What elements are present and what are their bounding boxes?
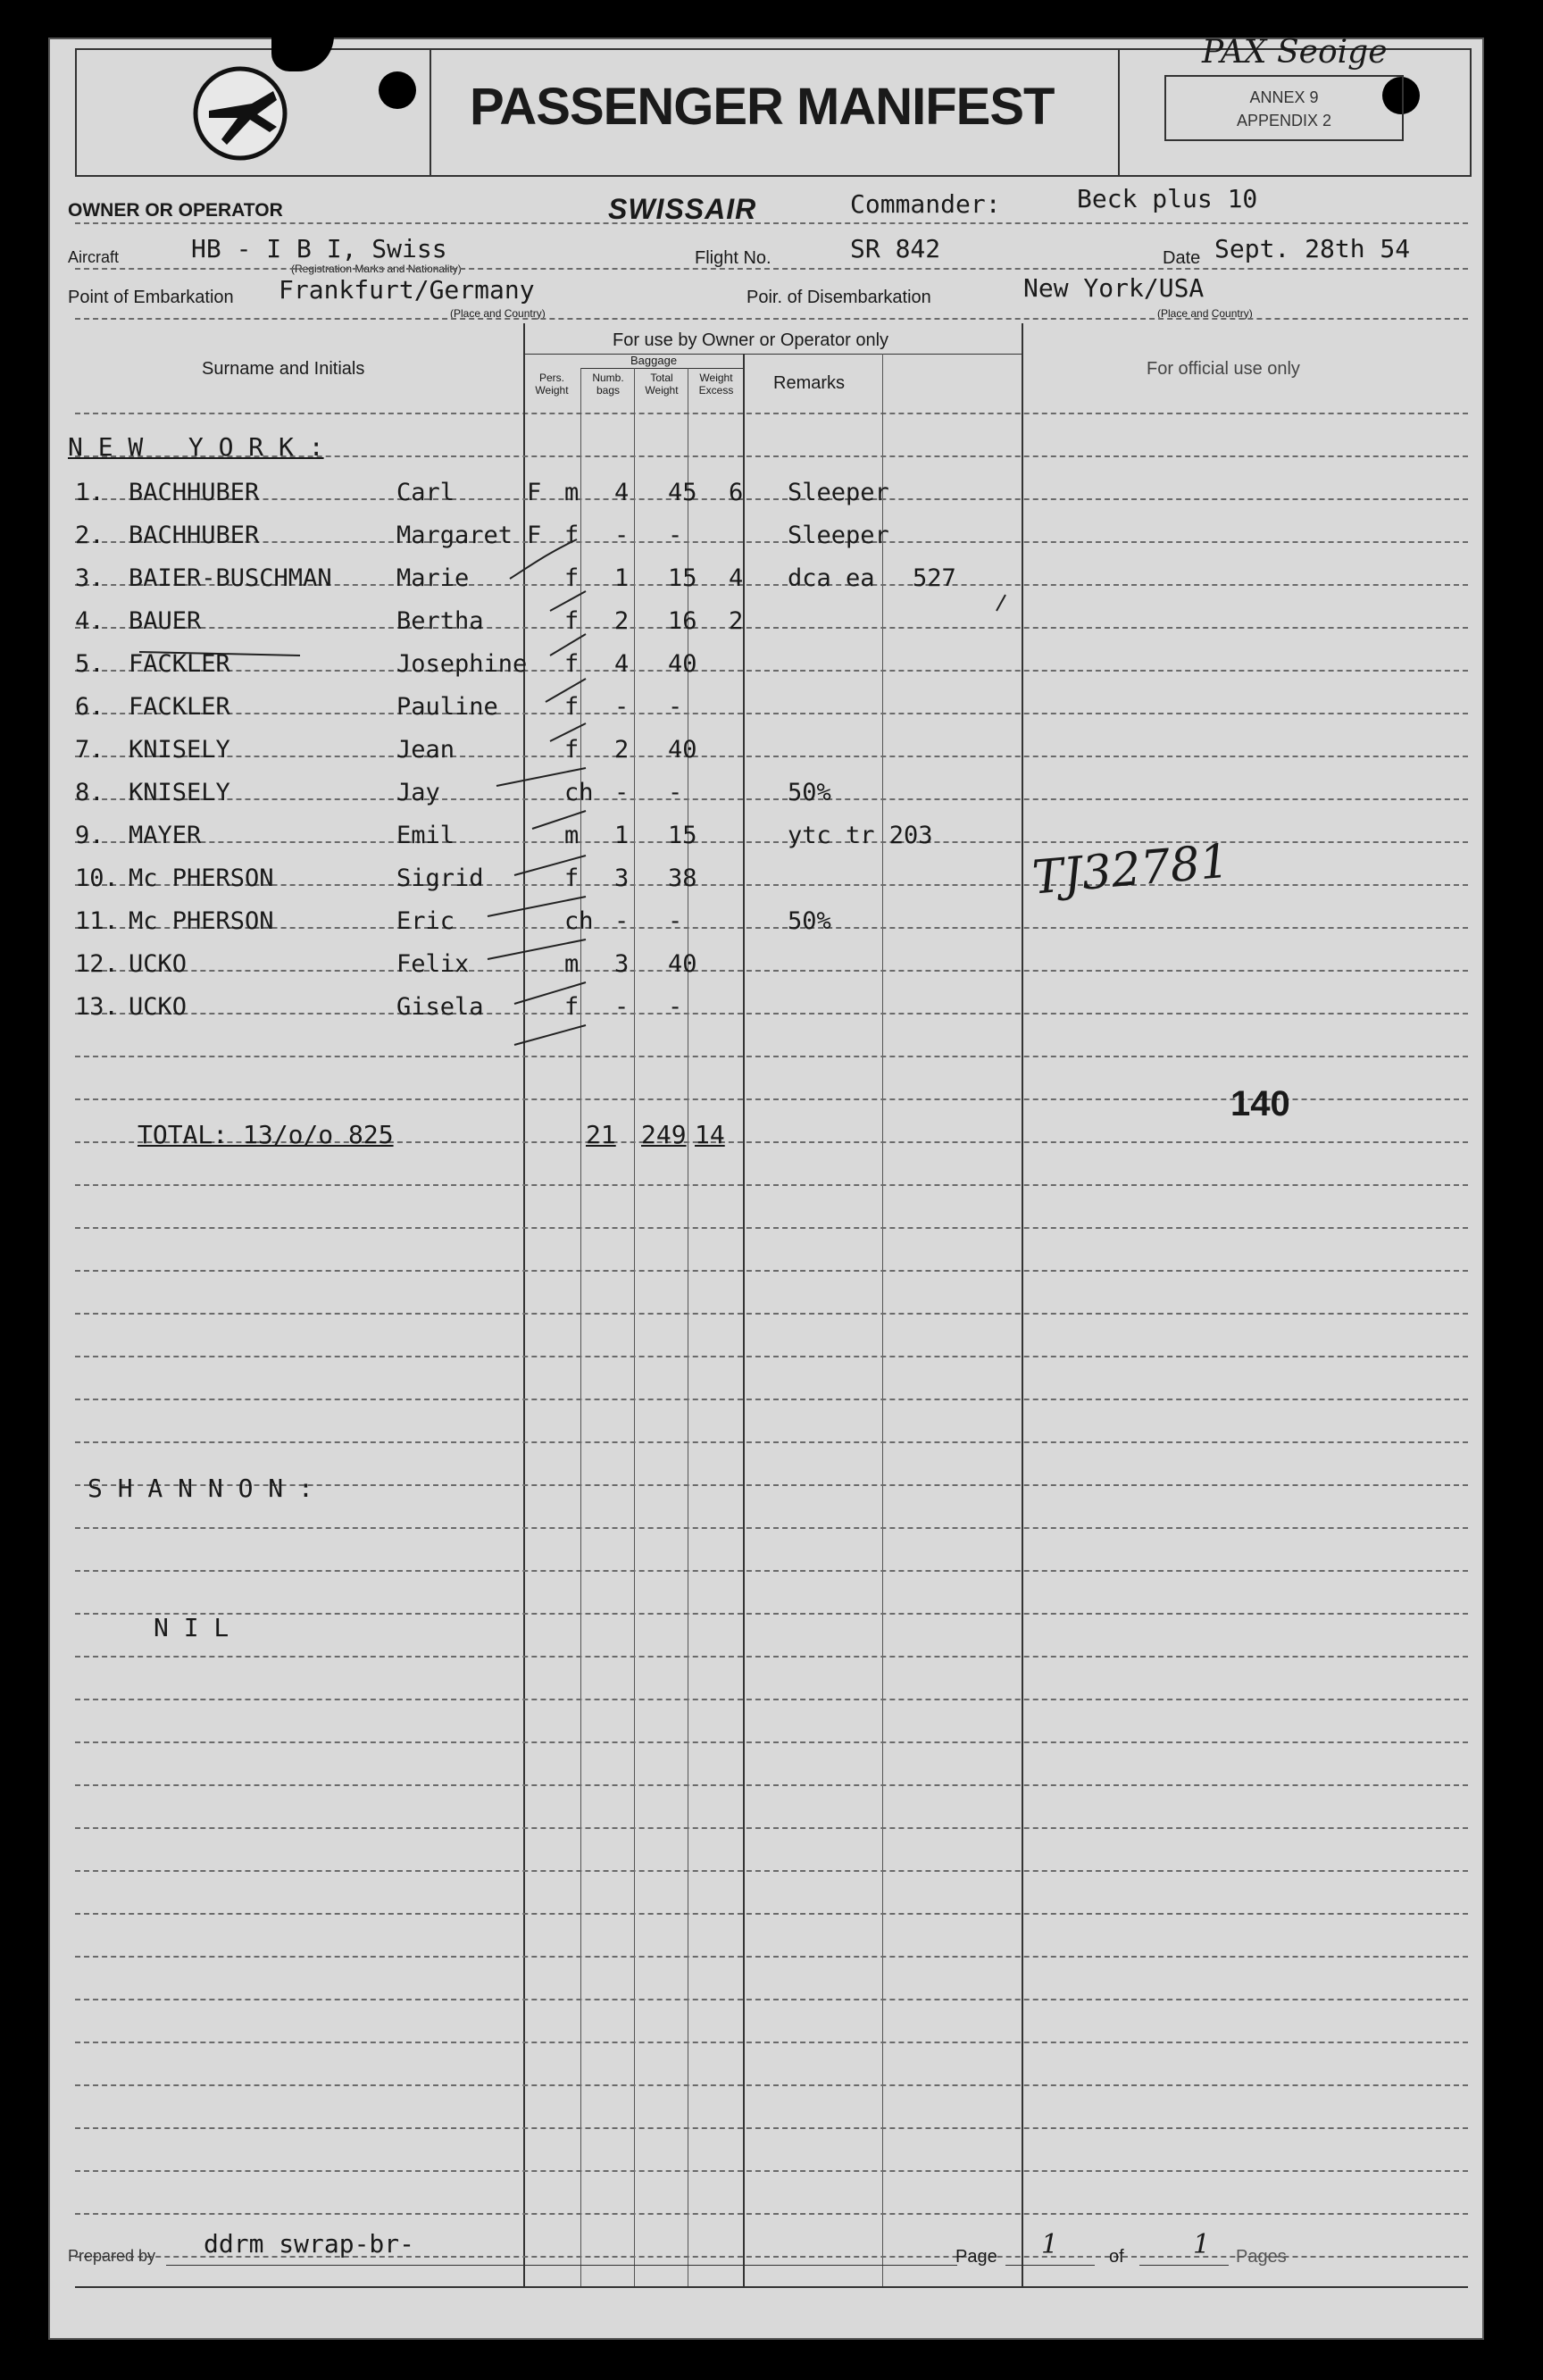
commander-value: Beck plus 10 [1077, 184, 1258, 213]
official-total: 140 [1230, 1084, 1290, 1123]
official-use-header: For official use only [1147, 359, 1300, 379]
rule-line [75, 1527, 1468, 1529]
row-number: 7. [75, 736, 104, 764]
passenger-firstname: Pauline [396, 693, 498, 721]
aircraft-value: HB - I B I, Swiss [191, 234, 447, 263]
rule-line [75, 1956, 1468, 1958]
passenger-firstname: Gisela [396, 993, 484, 1021]
passenger-bags: 4 [614, 650, 630, 678]
flight-label: Flight No. [695, 248, 772, 268]
num-bags-header: Numb. bags [592, 372, 624, 397]
page-number: 1 [1041, 2229, 1059, 2260]
disembark-sublabel: (Place and Country) [1157, 307, 1253, 320]
passenger-extra: 527 [913, 564, 956, 592]
rule-line [75, 1784, 1468, 1786]
section-shannon: S H A N N O N : [88, 1474, 313, 1503]
passenger-weight: 45 [668, 479, 697, 506]
annex-label: ANNEX 9 [1249, 88, 1319, 106]
owner-label: OWNER OR OPERATOR [68, 200, 283, 221]
prepared-label: Prepared by [68, 2247, 156, 2265]
rule-line [75, 1313, 1468, 1315]
passenger-firstname: Margaret [396, 522, 513, 549]
disembark-value: New York/USA [1023, 273, 1205, 303]
passenger-bags: 1 [614, 822, 630, 849]
passenger-surname: KNISELY [129, 779, 230, 806]
total-weight: 249 [641, 1120, 687, 1149]
row-number: 11. [75, 907, 119, 935]
passenger-bags: - [614, 993, 630, 1021]
row-number: 13. [75, 993, 119, 1021]
passenger-weight: - [668, 522, 683, 549]
passenger-remarks: ytc tr 203 [788, 822, 933, 849]
row-number: 12. [75, 950, 119, 978]
passenger-bags: - [614, 779, 630, 806]
passenger-firstname: Carl [396, 479, 455, 506]
passenger-firstname: Eric [396, 907, 455, 935]
aircraft-sublabel: (Registration Marks and Nationality) [291, 263, 462, 275]
rule-line [75, 2042, 1468, 2043]
passenger-sex: f [564, 993, 580, 1021]
rule-line [75, 1270, 1468, 1272]
rule-line [75, 2213, 1468, 2215]
passenger-surname: BAIER-BUSCHMAN [129, 564, 332, 592]
row-number: 9. [75, 822, 104, 849]
row-number: 8. [75, 779, 104, 806]
official-note: TJ32781 [1030, 834, 1232, 906]
rule-line [75, 1613, 1468, 1615]
passenger-bags: - [614, 522, 630, 549]
passenger-weight: 16 [668, 607, 697, 635]
row-number: 4. [75, 607, 104, 635]
passenger-surname: FACKLER [129, 650, 230, 678]
aircraft-label: Aircraft [68, 248, 120, 266]
passenger-sex: f [564, 650, 580, 678]
passenger-surname: BAUER [129, 607, 202, 635]
rule-line [75, 1399, 1468, 1400]
passenger-firstname: Josephine [396, 650, 528, 678]
section-new-york: N E W Y O R K : [68, 432, 324, 462]
passenger-sex: m [564, 479, 580, 506]
passenger-firstname: Marie [396, 564, 470, 592]
weight-excess-header: Weight Excess [698, 372, 734, 397]
passenger-surname: MAYER [129, 822, 202, 849]
passenger-sex: ch [564, 907, 594, 935]
row-number: 5. [75, 650, 104, 678]
passenger-excess: 2 [729, 607, 744, 635]
passenger-sex: f [564, 607, 580, 635]
passenger-weight: - [668, 993, 683, 1021]
embark-label: Point of Embarkation [68, 288, 234, 307]
of-label: of [1109, 2247, 1124, 2267]
passenger-sex: f [564, 693, 580, 721]
manifest-sheet [48, 34, 1484, 2340]
passenger-firstname: Emil [396, 822, 455, 849]
prepared-value: ddrm swrap-br- [204, 2229, 415, 2259]
passenger-sex: m [564, 822, 580, 849]
passenger-surname: UCKO [129, 950, 188, 978]
rule-line [75, 1913, 1468, 1915]
passenger-sex: f [564, 864, 580, 892]
embark-value: Frankfurt/Germany [279, 275, 535, 305]
total-excess: 14 [695, 1120, 725, 1149]
row-number: 3. [75, 564, 104, 592]
date-label: Date [1163, 248, 1201, 268]
passenger-firstname: Jean [396, 736, 455, 764]
passenger-weight: - [668, 907, 683, 935]
passenger-remarks: dca ea [788, 564, 875, 592]
page-label: Page [955, 2247, 997, 2267]
passenger-sex: f [564, 522, 580, 549]
embark-sublabel: (Place and Country) [450, 307, 546, 320]
passenger-excess: 6 [729, 479, 744, 506]
passenger-weight: 15 [668, 822, 697, 849]
passenger-remarks: Sleeper [788, 522, 889, 549]
rule-line [75, 1827, 1468, 1829]
passenger-bags: 4 [614, 479, 630, 506]
passenger-surname: FACKLER [129, 693, 230, 721]
rule-line [75, 1699, 1468, 1700]
passenger-bags: 3 [614, 950, 630, 978]
baggage-header: Baggage [630, 354, 678, 367]
rule-line [75, 1999, 1468, 2000]
page-title: PASSENGER MANIFEST [470, 78, 1055, 136]
rule-line [75, 1184, 1468, 1186]
passenger-weight: - [668, 693, 683, 721]
appendix-label: APPENDIX 2 [1236, 112, 1332, 129]
passenger-surname: KNISELY [129, 736, 230, 764]
rule-line [75, 1441, 1468, 1443]
passenger-surname: Mc PHERSON [129, 907, 274, 935]
passenger-bags: - [614, 907, 630, 935]
passenger-sex: f [564, 564, 580, 592]
check-marks [50, 39, 1482, 1111]
owner-use-header: For use by Owner or Operator only [613, 330, 889, 350]
rule-line [75, 2084, 1468, 2086]
passenger-firstname: Jay [396, 779, 440, 806]
handwritten-note: PAX Seoige [1202, 34, 1388, 71]
passenger-bags: 2 [614, 736, 630, 764]
passenger-remarks: 50% [788, 779, 831, 806]
passenger-remarks: 50% [788, 907, 831, 935]
total-bags: 21 [586, 1120, 616, 1149]
passenger-surname: BACHHUBER [129, 522, 260, 549]
rule-line [75, 1356, 1468, 1357]
total-weight-header: Total Weight [645, 372, 679, 397]
passenger-bags: - [614, 693, 630, 721]
passenger-bags: 2 [614, 607, 630, 635]
row-number: 10. [75, 864, 119, 892]
remarks-header: Remarks [773, 373, 846, 393]
flight-value: SR 842 [850, 234, 941, 263]
passenger-initial: F [527, 522, 542, 549]
pages-label: Pages [1236, 2247, 1287, 2267]
passenger-firstname: Bertha [396, 607, 484, 635]
passenger-bags: 3 [614, 864, 630, 892]
passenger-remarks: Sleeper [788, 479, 889, 506]
page-count: 1 [1193, 2229, 1211, 2260]
passenger-firstname: Felix [396, 950, 470, 978]
passenger-surname: UCKO [129, 993, 188, 1021]
row-number: 6. [75, 693, 104, 721]
surname-header: Surname and Initials [202, 359, 365, 379]
rule-line [75, 2127, 1468, 2129]
shannon-value: N I L [154, 1613, 229, 1642]
rule-line [75, 1570, 1468, 1572]
operator-name: SWISSAIR [608, 193, 757, 225]
passenger-surname: Mc PHERSON [129, 864, 274, 892]
passenger-bags: 1 [614, 564, 630, 592]
passenger-weight: 38 [668, 864, 697, 892]
passenger-firstname: Sigrid [396, 864, 484, 892]
passenger-sex: ch [564, 779, 594, 806]
passenger-sex: m [564, 950, 580, 978]
passenger-sex: f [564, 736, 580, 764]
disembark-label: Poir. of Disembarkation [746, 288, 931, 307]
rule-line [75, 1870, 1468, 1872]
rule-line [75, 2170, 1468, 2172]
commander-label: Commander: [850, 189, 1001, 219]
passenger-weight: 40 [668, 950, 697, 978]
rule-line [75, 1741, 1468, 1743]
passenger-surname: BACHHUBER [129, 479, 260, 506]
rule-line [75, 1227, 1468, 1229]
date-value: Sept. 28th 54 [1214, 234, 1411, 263]
total-label: TOTAL: 13/o/o 825 [138, 1120, 394, 1149]
rule-line [75, 1656, 1468, 1658]
passenger-weight: 40 [668, 650, 697, 678]
row-number: 1. [75, 479, 104, 506]
passenger-initial: F [527, 479, 542, 506]
passenger-weight: - [668, 779, 683, 806]
pers-weight-header: Pers. Weight [535, 372, 569, 397]
passenger-weight: 15 [668, 564, 697, 592]
passenger-weight: 40 [668, 736, 697, 764]
passenger-excess: 4 [729, 564, 744, 592]
row-number: 2. [75, 522, 104, 549]
